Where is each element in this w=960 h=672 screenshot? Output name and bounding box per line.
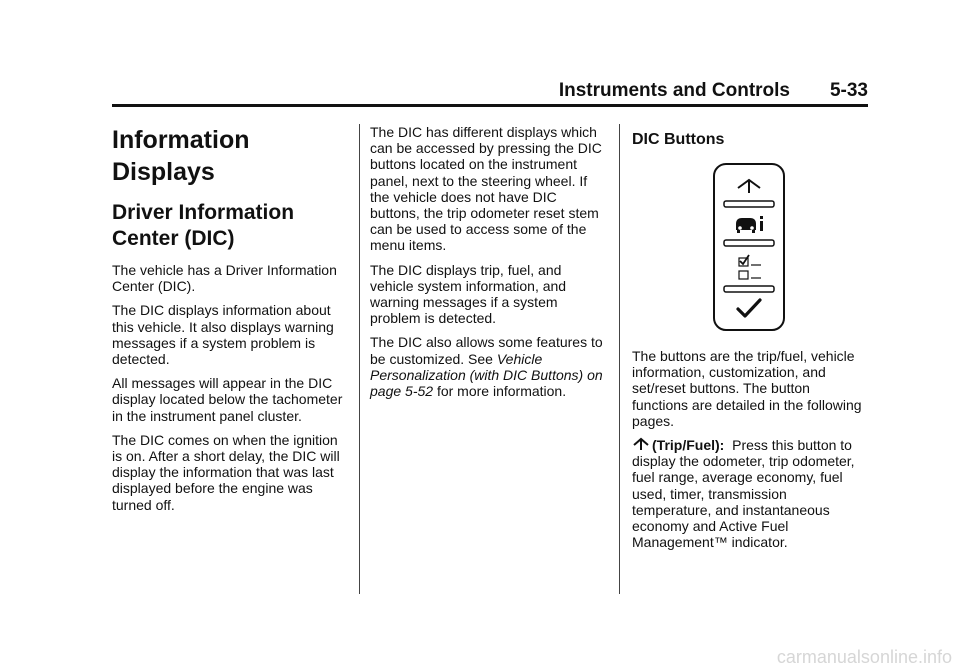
trip-fuel-text: Press this button to display the odometer, trip odometer, fuel range, average economy, fuel used, timer, transmission temperature, and instantaneous economy and Active Fuel Management™ indicator. bbox=[632, 437, 855, 551]
paragraph: The DIC displays information about this vehicle. It also displays warning messages if a system problem is detected. bbox=[112, 302, 334, 368]
page-header bbox=[112, 80, 868, 104]
paragraph: The DIC comes on when the ignition is on. After a short delay, the DIC will display the information that was last displayed before the engine was turned off. bbox=[112, 431, 340, 513]
button-divider bbox=[724, 286, 774, 292]
section-title: Instruments and Controls bbox=[558, 80, 790, 101]
page-number: 5-33 bbox=[829, 80, 868, 101]
button-divider bbox=[724, 201, 774, 207]
trip-fuel-icon bbox=[632, 437, 650, 451]
text: The DIC also allows some features to be customized. See bbox=[370, 334, 603, 367]
column-divider bbox=[619, 124, 620, 594]
dic-buttons-heading: DIC Buttons bbox=[632, 131, 725, 148]
paragraph: The DIC displays trip, fuel, and vehicle system information, and warning messages if a system problem is detected. bbox=[370, 261, 567, 327]
paragraph: All messages will appear in the DIC display located below the tachometer in the instrument panel cluster. bbox=[112, 375, 343, 424]
dic-buttons-diagram bbox=[632, 162, 868, 342]
trip-fuel-paragraph bbox=[632, 437, 868, 550]
column-divider bbox=[359, 124, 360, 594]
button-divider bbox=[724, 240, 774, 246]
subsection-heading: Driver Information Center (DIC) bbox=[112, 201, 295, 250]
header-rule bbox=[112, 104, 868, 107]
cross-reference-link[interactable]: Vehicle Personalization (with DIC Buttons) on page 5-52 bbox=[370, 350, 603, 400]
paragraph: The vehicle has a Driver Information Center (DIC). bbox=[112, 262, 337, 295]
text: for more information. bbox=[433, 383, 567, 400]
trip-fuel-label: (Trip/Fuel): bbox=[652, 437, 725, 454]
paragraph: The DIC has different displays which can be accessed by pressing the DIC buttons located on the instrument panel, next to the steering wheel. If the vehicle does not have DIC buttons, the trip odometer reset stem can be used to access some of the menu items. bbox=[370, 124, 602, 254]
column-1 bbox=[112, 124, 350, 521]
column-3 bbox=[632, 124, 868, 558]
column-2 bbox=[370, 124, 606, 407]
section-heading: Information Displays bbox=[112, 126, 250, 186]
watermark: carmanualsonline.info bbox=[776, 647, 952, 667]
paragraph: The buttons are the trip/fuel, vehicle information, customization, and set/reset buttons. The button functions are detailed in the following pages. bbox=[632, 348, 862, 429]
paragraph bbox=[370, 334, 606, 399]
dic-buttons-illustration bbox=[632, 162, 868, 342]
